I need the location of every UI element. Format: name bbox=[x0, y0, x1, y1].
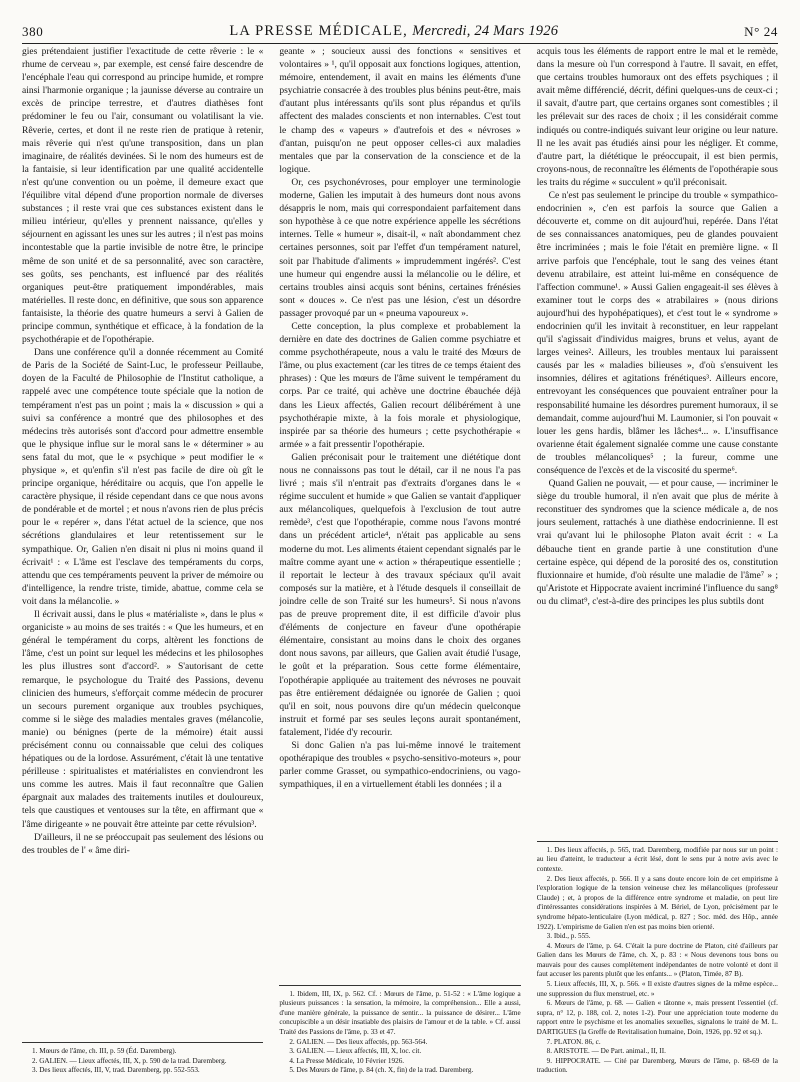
column-3 bbox=[537, 46, 778, 1076]
column-body bbox=[279, 46, 520, 981]
footnotes bbox=[537, 841, 778, 1076]
footnote: 5. Des Mœurs de l'âme, p. 84 (ch. X, fin) de la trad. Daremberg. bbox=[289, 1066, 474, 1075]
footnote: 2. GALIEN. — Lieux affectés, III, X, p. 590 de la trad. Daremberg. bbox=[32, 1056, 227, 1065]
paragraph: Galien préconisait pour le traitement une diététique dont nous ne connaissons pas tout le détail, car il ne nous l'a pas livré ; mais s'il n'entrait pas d'extraits d'organes dans le « régime succulent et humide » que Galien se vantait d'appliquer aux mélancoliques, quelquefois à l'exclusion de tout autre remède³, c'est que l'opothérapie, comme nous l'avons montré dans un précédent article⁴, n'était pas applicable au sens moderne du mot. Les aliments étaient cependant signalés par le maître comme ayant une « action » thérapeutique essentielle ; il reportait le lecteur à des travaux spéciaux qu'il avait composés sur la matière, et à l'étude desquels il conseillait de joindre celle de son Traité sur les humeurs⁵. Si nous n'avons pas de preuve proprement dite, il est difficile d'avoir plus d'éléments de conjecture en faveur d'une opothérapie élémentaire, consistant au moins dans le choix des organes dont nous savons, par ailleurs, que Galien avait étudié l'usage, le goût et la préparation. Sous cette forme élémentaire, l'opothérapie appliquée au traitement des névroses ne pouvait pas être entièrement dédaignée ou ignorée de Galien ; quoi qu'il en soit, nous pouvons dire qu'un médecin quelconque instruit et formé par ses seules leçons aurait spontanément, fatalement, l'idée d'y recourir. bbox=[279, 452, 521, 738]
footnote: 6. Mœurs de l'âme, p. 68. — Galien « tâtonne », mais pressent l'essentiel (cf. supra, n° 12, p. 188, col. 2, notes 1-2). Pour une appréciation toute moderne du rapport entre le psychisme et les anomalies sexuelles, signalons le traité de M. L. DARTIGUES (la Greffe de Revitalisation humaine, Doin, 1926, pp. 92 et sq.). bbox=[536, 999, 778, 1037]
footnote: 4. La Presse Médicale, 10 Février 1926. bbox=[289, 1056, 405, 1065]
footnote: 4. Mœurs de l'âme, p. 64. C'était la pure doctrine de Platon, cité d'ailleurs par Galien dans les Mœurs de l'âme, ch. X, p. 83 : « Nous devenons tous bons ou mauvais pour des causes complètement indépendantes de notre volonté et dont il faut accuser les parents plutôt que les enfants... » (Platon, Timée, 87 B). bbox=[536, 941, 778, 979]
footnotes bbox=[22, 1042, 263, 1076]
publication-name: LA PRESSE MÉDICALE, bbox=[229, 23, 409, 39]
column-body bbox=[537, 46, 778, 837]
paragraph: Dans une conférence qu'il a donnée récemment au Comité de Paris de la Société de Saint-Luc, le professeur Peillaube, doyen de la Faculté de Philosophie de l'Institut catholique, a rappelé avec une compétence toute spéciale que la notion de tempérament n'est pas un point ; mais la « discussion » qui a suivi sa conférence a montré que des philosophes et des médecins très autorisés sont d'accord pour admettre ensemble que le physique influe sur le moral sans le « déterminer » au sens fatal du mot, que le « psychique » peut modifier le « physique », et qu'enfin s'il n'est pas facile de dire où gît le principe organique, héréditaire ou acquis, que l'on appelle le caractère physique, il réside cependant dans ce que nous avons de pondérable et de mortel ; et nous n'avons rien de plus précis pour le « repérer », dans l'état actuel de la science, que nos sécrétions glandulaires et leur retentissement sur le sympathique. Or, Galien n'en disait ni plus ni moins quand il écrivait¹ : « L'âme est l'esclave des tempéraments du corps, attendu que ces tempéraments peuvent la priver de mémoire ou d'intelligence, la rendre triste, timide, abattue, comme cela se voit dans la mélancolie. » bbox=[22, 348, 264, 607]
issue-number: N° 24 bbox=[744, 24, 778, 39]
paragraph: Or, ces psychonévroses, pour employer une terminologie moderne, Galien les imputait à des humeurs dont nous avons désappris le nom, mais qui correspondaient parfaitement dans son hypothèse à ce que notre expérience appelle les sécrétions internes. Telle « humeur », disait-il, « naît abondamment chez certaines personnes, soit par l'effet d'un tempérament naturel, soit par l'habitude d'aliments » imprudemment ingérés². C'est une humeur qui engendre aussi la mélancolie ou le délire, et certains troubles ainsi acquis sont bénins, certaines frénésies sont « douces ». Ce n'est pas une lésion, c'est un désordre passager provoqué par un « pneuma vapoureux ». bbox=[279, 177, 521, 319]
running-title bbox=[43, 23, 744, 40]
page-header bbox=[22, 14, 778, 44]
column-body bbox=[22, 46, 263, 1038]
column-1 bbox=[22, 46, 263, 1076]
paragraph: Quand Galien ne pouvait, — et pour cause, — incriminer le siège du trouble humoral, il n'en avait que plus de mérite à reconstituer des syndromes que la science médicale a, de nos jours seulement, rattachés à une diathèse endocrinienne. Il est vrai qu'avant lui le philosophe Platon avait écrit : « La débauche tient en grande partie à une constitution d'une certaine espèce, qui dépend de la porosité des os, constitution fluxionnaire et humide, d'où résulte une maladie de l'âme⁷ » ; qu'Aristote et Hippocrate avaient incriminé l'influence du sang⁸ ou du climat⁹, c'est-à-dire des principes les plus subtils dont bbox=[536, 479, 778, 607]
article-columns bbox=[22, 46, 778, 1076]
footnote: 3. Ibid., p. 555. bbox=[546, 932, 591, 941]
paragraph: D'ailleurs, il ne se préoccupait pas seulement des lésions ou des troubles de l' « âme diri- bbox=[22, 832, 264, 856]
footnote: 2. Des lieux affectés, p. 566. Il y a sans doute encore loin de cet empirisme à l'exploration logique de la tension veineuse chez les mélancoliques (professeur Claude) ; et, à propos de la différence entre syndrome et maladie, on peut lire d'intéressantes considérations inspirées à M. Bériel, de Lyon, précisément par le syndrome hépato-lenticulaire (Lyon médical, p. 827 ; Soc. méd. des Hôp., année 1922). L'empirisme de Galien n'en est pas moins bien orienté. bbox=[536, 874, 778, 931]
paragraph: Si donc Galien n'a pas lui-même innové le traitement opothérapique des troubles « psycho-sensitivo-moteurs », pour parler comme Grasset, ou sympathico-endocriniens, ou vago-sympathiques, il en a virtuellement établi les données ; il a bbox=[279, 740, 521, 791]
footnotes bbox=[279, 985, 520, 1076]
column-2 bbox=[279, 46, 520, 1076]
paragraph: gies prétendaient justifier l'exactitude de cette rêverie : le « rhume de cerveau », par exemple, est censé faire descendre de l'encéphale l'eau qui correspond au principe humide, et rompre ainsi l'harmonie organique ; la jaunisse déverse au contraire un excès de principe terrestre, et d'autres diathèses font prédominer le feu ou l'air, consumant ou volatilisant la vie. Rêverie, certes, et dont il ne reste rien de pratique à retenir, mais rêverie qui n'est qu'une transposition, dans un plan imaginaire, de réalités devinées. Si le nom des humeurs est de la fantaisie, si leur identification par une qualité accidentelle n'est qu'une convention ou un poème, il demeure exact que l'équilibre vital dépend d'une proportion normale de diverses substances ; il reste vrai que ces substances existent dans le milieu intérieur, qu'elles y prennent naissance, qu'elles y séjournent en agissant les unes sur les autres ; il n'est pas moins incontestable que la partie invisible de notre être, le principe même de son unité et de sa personnalité, avec son caractère, ses goûts, ses penchants, est influencé par des réalités organiques peut-être pratiquement impondérables, mais matérielles. Il reste donc, en définitive, que sous son apparence fantaisiste, la théorie des quatre humeurs a servi à Galien de principe commun, synthétique et efficace, à la fondation de la psychothérapie et de l'opothérapie. bbox=[22, 47, 264, 346]
footnote: 9. HIPPOCRATE. — Cité par Daremberg, Mœurs de l'âme, p. 68-69 de la traduction. bbox=[536, 1056, 778, 1075]
paragraph: geante » ; soucieux aussi des fonctions « sensitives et volontaires » ¹, qu'il opposait aux fonctions logiques, attention, mémoire, entendement, il avait en mains les éléments d'une psychiatrie consacrée à des troubles plus bénins peut-être, mais d'autant plus intéressants qu'ils sont plus répandus et qu'ils affectent des malades conscients et non internables. C'est tout le champ des « vapeurs » d'autrefois et des « névroses » d'antan, puisqu'on ne peut opposer celles-ci aux maladies mentales que par la conservation de la conscience et de la logique. bbox=[279, 47, 521, 175]
paragraph: Cette conception, la plus complexe et probablement la dernière en date des doctrines de Galien comme psychiatre et comme psychothérapeute, nous a valu le traité des Mœurs de l'âme, ou plus exactement (car les titres de ce temps étaient des phrases) : Que les mœurs de l'âme suivent le tempérament du corps. Par ce traité, qui achève une doctrine ébauchée déjà dans les Lieux affectés, Galien recourt délibérément à une psychothérapie mixte, à la fois morale et physiologique, inspirée par sa théorie des humeurs ; cette psychothérapie « armée » a fait pressentir l'opothérapie. bbox=[279, 321, 521, 450]
footnote: 1. Mœurs de l'âme, ch. III, p. 59 (Éd. Daremberg). bbox=[32, 1047, 177, 1056]
footnote: 1. Ibidem, III, IX, p. 562. Cf. : Mœurs de l'âme, p. 51-52 : « L'âme logique a plusieurs puissances : la sensation, la mémoire, la compréhension... Elle a aussi, d'une manière générale, la puissance de sentir... la puissance de désirer... L'âme concupiscible a un désir insatiable des plaisirs de l'amour et de la table. » Cf. aussi Traité des Passions de l'âme, p. 33 et 47. bbox=[279, 989, 521, 1037]
issue-date: Mercredi, 24 Mars 1926 bbox=[412, 23, 559, 39]
footnote: 5. Lieux affectés, III, X, p. 566. « Il existe d'autres signes de la même espèce... une suppression du flux menstruel, etc. » bbox=[536, 980, 778, 998]
page-number: 380 bbox=[22, 24, 44, 39]
footnote: 3. Des lieux affectés, III, V, trad. Daremberg, pp. 552-553. bbox=[32, 1066, 200, 1075]
footnote: 3. GALIEN. — Lieux affectés, III, X, loc. cit. bbox=[289, 1047, 422, 1056]
footnote: 1. Des lieux affectés, p. 565, trad. Daremberg, modifiée par nous sur un point : au lieu d'atteint, le traducteur a écrit lésé, dont le sens pur à notre avis avec le contexte. bbox=[536, 845, 778, 873]
paragraph: Il écrivait aussi, dans le plus « matérialiste », dans le plus « organiciste » au moins de ses traités : « Que les humeurs, et en général le tempérament du corps, altèrent les fonctions de l'âme, c'est un point sur lequel les médecins et les philosophes les plus illustres sont d'accord². » S'autorisant de cette remarque, le psychologue du Traité des Passions, devenu clinicien des humeurs, s'efforçait comme médecin de procurer un secours purement organique aux troubles psychiques, comme si le siège des maladies mentales graves (mélancolie, manie) ou bénignes (perte de la mémoire) était aussi précisément connu ou connaissable que celui des coliques hépatiques ou de la lordose. Assurément, c'était là une tentative périlleuse : spiritualistes et matérialistes en conviendront les uns comme les autres. Mais il faut reconnaître que Galien épargnait aux malades des traitements inutiles et douloureux, tels que caustiques et ventouses sur la tête, en affirmant que « l'âme dirigeante » ne pouvait être atteinte par cette révulsion³. bbox=[22, 610, 264, 830]
footnote: 7. PLATON. 86, c. bbox=[546, 1037, 601, 1046]
paragraph: acquis tous les éléments de rapport entre le mal et le remède, dans la mesure où l'un correspond à l'autre. Il savait, en effet, que certains troubles humoraux ont des effets psychiques ; il avait même différencié, décrit, défini quelques-uns de ceux-ci ; il savait, d'autre part, que certains organes sont comestibles ; il les prélevait sur des races de choix ; il les considérait comme indiqués ou contre-indiqués suivant leur origine ou leur nature. Il ne les avait pas étudiés ainsi pour les négliger. Et comme, d'autre part, la diététique le préoccupait, il est bien permis, croyons-nous, de reconnaître les éléments de l'opothérapie sous les traits du régime « succulent » qu'il préconisait. bbox=[536, 47, 778, 188]
footnote: 8. ARISTOTE. — De Part. animal., II, II. bbox=[546, 1047, 666, 1056]
paragraph: Ce n'est pas seulement le principe du trouble « sympathico-endocrinien », c'en est parfois la source que Galien a découverte et, comme on dit aujourd'hui, repérée. Dans l'état de ses connaissances anatomiques, peu de glandes pouvaient être incriminées ; mais le foie l'était en première ligne. « Il arrive parfois que l'encéphale, tout le sang des veines étant devenu atrabilaire, est atteint lui-même en conséquence de l'affection commune¹. » Aussi Galien engageait-il ses élèves à examiner tout le corps des « atrabilaires » (nous dirions aujourd'hui des hypohépatiques), et c'est tout le « syndrome » endocrinien qu'il les invitait à reconstituer, en leur rappelant qu'il s'agissait d'individus maigres, bruns et velus, ayant de larges veines². Ailleurs, les troubles mentaux lui paraissent causés par les « maladies bilieuses », d'où s'ensuivent les insomnies, délires et agitations frénétiques³. Ailleurs encore, entrevoyant les conséquences que pouvaient entraîner pour la responsabilité humaine les désordres purement humoraux, il se demandait, comme aujourd'hui M. Laumonier, si l'on pouvait « louer les gens hardis, blâmer les lâches⁴... ». L'insuffisance ovarienne était également signalée comme une cause constante de troubles mélancoliques⁵ ; la fureur, comme une conséquence de l'excès et de la viscosité du sperme⁶. bbox=[536, 191, 778, 476]
footnote: 2. GALIEN. — Des lieux affectés, pp. 563-564. bbox=[289, 1037, 428, 1046]
